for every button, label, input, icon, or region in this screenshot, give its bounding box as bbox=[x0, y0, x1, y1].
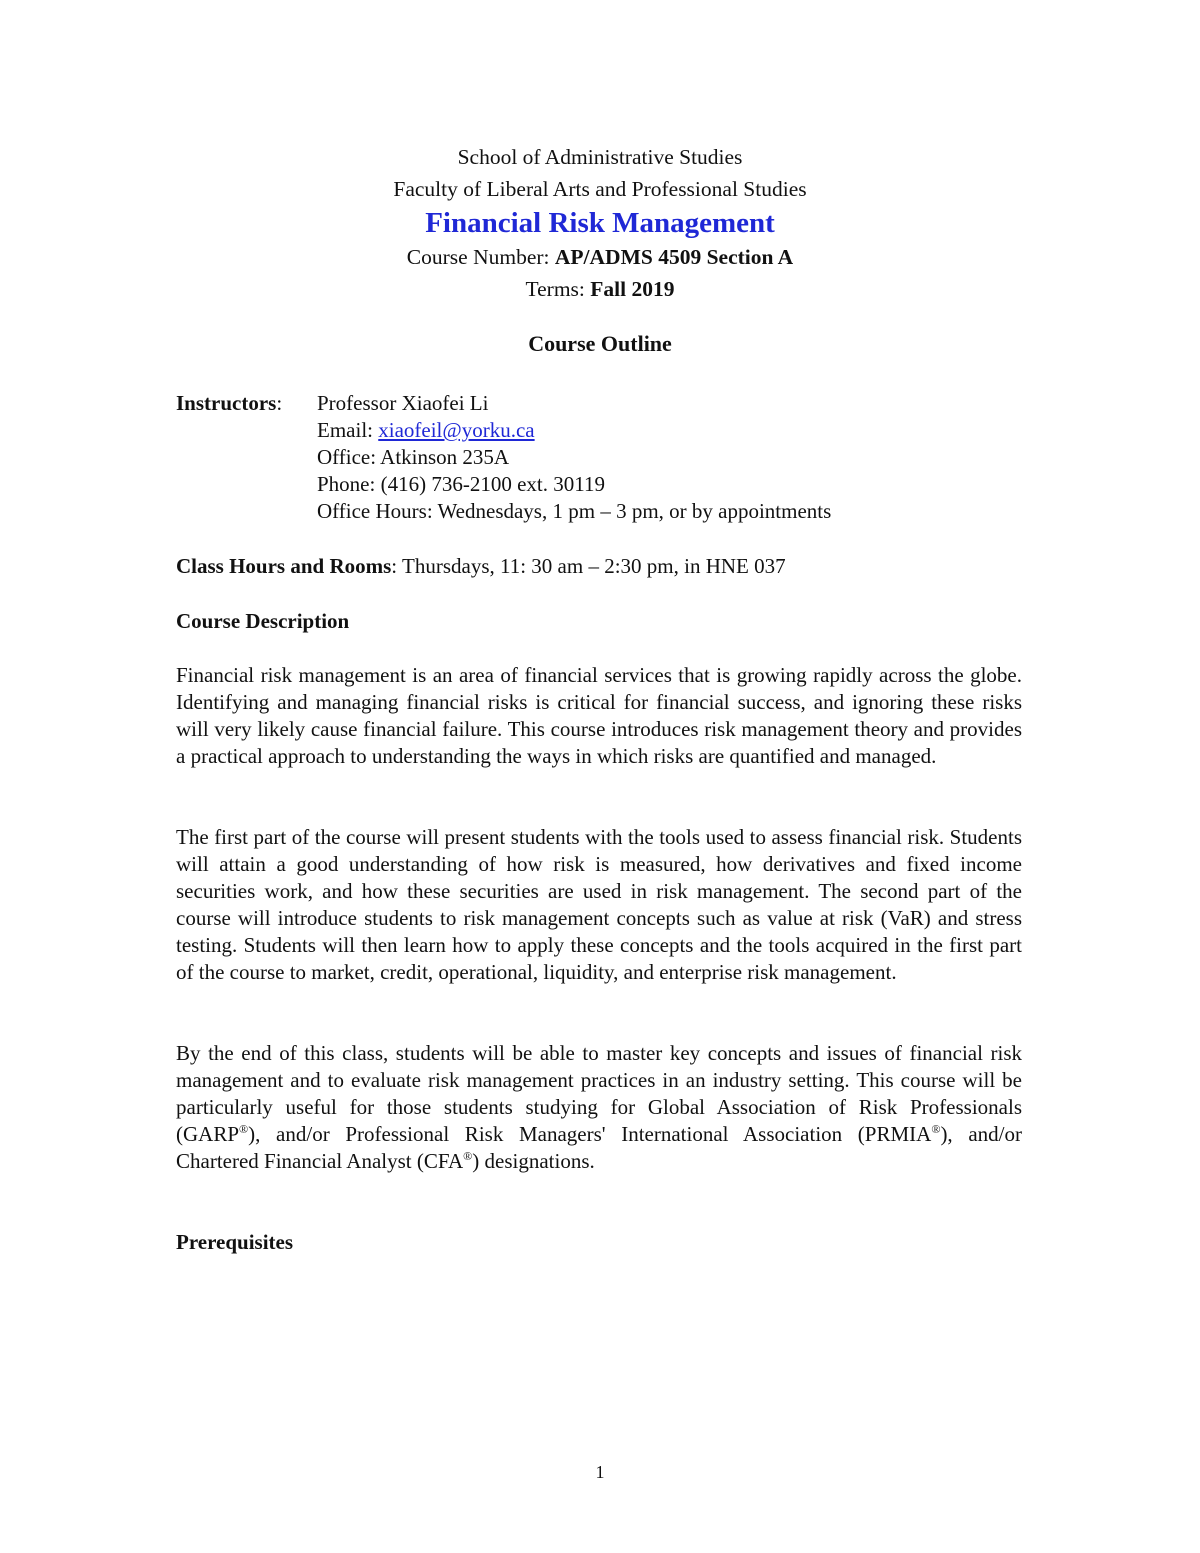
instructors-label-text: Instructors bbox=[176, 391, 277, 415]
terms bbox=[0, 273, 1200, 305]
instructors-label-colon: : bbox=[276, 391, 283, 415]
description-paragraph-2: The first part of the course will present students with the tools used to assess financial risk. Students will attain a good understanding of how risk is measured, how derivatives and fixed income securities work, and how these securities are used in risk management. The second part of the course will introduce students to risk management concepts such as value at risk (VaR) and stress testing. Students will then learn how to apply these concepts and the tools acquired in the first part of the course to market, credit, operational, liquidity, and enterprise risk management. bbox=[176, 825, 1022, 985]
document-header bbox=[0, 141, 1200, 305]
instructor-name: Professor Xiaofei Li bbox=[317, 391, 489, 415]
class-hours bbox=[176, 553, 786, 580]
class-hours-text: : Thursdays, 11: 30 am – 2:30 pm, in HNE 037 bbox=[391, 554, 786, 578]
instructor-office: Office: Atkinson 235A bbox=[317, 445, 510, 469]
registered-mark: ® bbox=[239, 1122, 249, 1137]
instructor-phone: Phone: (416) 736-2100 ext. 30119 bbox=[317, 472, 605, 496]
paragraph-3-text-3: ), and/or Chartered Financial Analyst (CFA bbox=[176, 1122, 1022, 1174]
description-paragraph-3 bbox=[176, 1040, 1022, 1175]
course-number-value: AP/ADMS 4509 Section A bbox=[554, 245, 794, 269]
faculty-name: Faculty of Liberal Arts and Professional Studies bbox=[393, 177, 807, 201]
prerequisites-heading: Prerequisites bbox=[176, 1230, 294, 1254]
paragraph-3-text-1: By the end of this class, students will be able to master key concepts and issues of financial risk management and to evaluate risk management practices in an industry setting. This course will be particularly useful for those students studying for Global Association of Risk Professionals (GARP bbox=[176, 1041, 1022, 1147]
instructor-details bbox=[317, 390, 831, 525]
paragraph-3-text-2: ), and/or Professional Risk Managers' International Association (PRMIA bbox=[248, 1122, 932, 1147]
registered-mark: ® bbox=[463, 1149, 473, 1164]
description-paragraph-1: Financial risk management is an area of financial services that is growing rapidly across the globe. Identifying and managing financial risks is critical for financial success, and ignoring these risks will very likely cause financial failure. This course introduces risk management theory and provides a practical approach to understanding the ways in which risks are quantified and managed. bbox=[176, 663, 1022, 769]
terms-label: Terms: bbox=[525, 277, 591, 301]
terms-value: Fall 2019 bbox=[590, 277, 675, 301]
page-number: 1 bbox=[595, 1462, 605, 1482]
course-description-heading: Course Description bbox=[176, 609, 350, 633]
outline-title: Course Outline bbox=[528, 331, 672, 356]
registered-mark: ® bbox=[931, 1122, 941, 1137]
paragraph-3-text-4: ) designations. bbox=[472, 1149, 595, 1174]
school-name: School of Administrative Studies bbox=[457, 145, 743, 169]
course-number-label: Course Number: bbox=[406, 245, 555, 269]
class-hours-label: Class Hours and Rooms bbox=[176, 554, 392, 578]
instructor-office-hours: Office Hours: Wednesdays, 1 pm – 3 pm, or by appointments bbox=[317, 499, 832, 523]
course-number bbox=[0, 241, 1200, 273]
course-title: Financial Risk Management bbox=[425, 207, 775, 239]
email-link[interactable]: xiaofeil@yorku.ca bbox=[378, 418, 535, 442]
email-label: Email: bbox=[317, 418, 379, 442]
instructor-email bbox=[317, 417, 831, 444]
instructors-label bbox=[176, 390, 282, 417]
